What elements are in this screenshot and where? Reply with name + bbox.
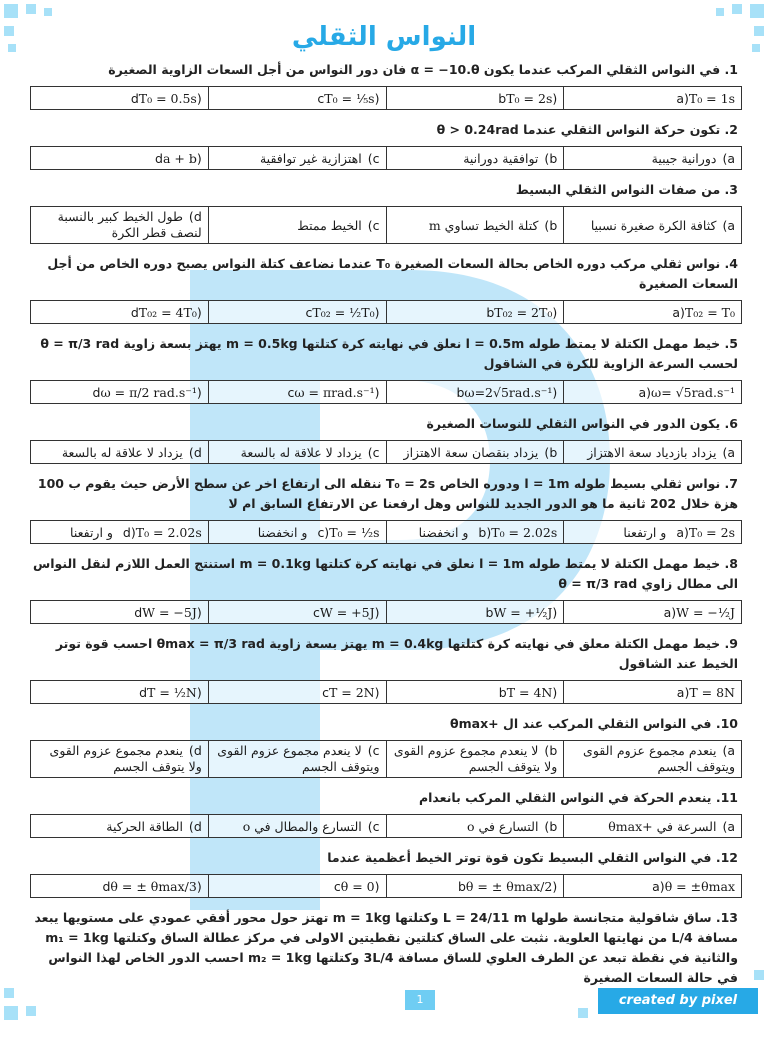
option-letter: (b xyxy=(457,878,558,894)
decor-square xyxy=(26,1006,36,1016)
answer-option[interactable] xyxy=(208,207,386,244)
option-letter: c) xyxy=(367,818,380,834)
option-letter: c) xyxy=(367,150,380,166)
option-letter: a) xyxy=(638,384,652,400)
option-text: ينعدم مجموع عزوم القوى ويتوقف الجسم xyxy=(583,743,735,774)
answer-option[interactable] xyxy=(564,207,742,244)
option-text: يزداد لا علاقة له بالسعة xyxy=(61,444,183,460)
page-number: 1 xyxy=(405,990,435,1010)
option-letter: (c xyxy=(317,90,380,106)
decor-square xyxy=(26,4,36,14)
answer-option[interactable] xyxy=(31,521,209,544)
answer-option[interactable] xyxy=(208,815,386,838)
option-letter: (d xyxy=(92,384,202,400)
options-table xyxy=(30,814,742,838)
option-text: الطاقة الحركية xyxy=(106,818,183,834)
answer-option[interactable] xyxy=(208,87,386,110)
option-letter: (c xyxy=(287,384,380,400)
answer-option[interactable] xyxy=(31,441,209,464)
question-stem: 2. تكون حركة النواس الثقلي عندما θ > 0.24rad xyxy=(436,122,738,137)
option-text: T₀ = 1s xyxy=(688,90,735,106)
option-letter: a) xyxy=(672,304,685,320)
decor-square xyxy=(4,1006,18,1020)
option-text: T₀ = 2s و ارتفعنا xyxy=(623,524,735,540)
options-table xyxy=(30,680,742,704)
answer-option[interactable] xyxy=(564,521,742,544)
answer-option[interactable] xyxy=(564,87,742,110)
option-text: T = 4N xyxy=(506,684,553,700)
option-letter: b) xyxy=(478,524,492,540)
option-text: T₀₂ = T₀ xyxy=(684,304,735,320)
option-letter: (b xyxy=(486,304,558,320)
options-table xyxy=(30,300,742,324)
option-letter: (b xyxy=(498,90,558,106)
option-text: T₀ = ⅕s xyxy=(324,90,375,106)
answer-option[interactable] xyxy=(31,381,209,404)
options-table xyxy=(30,440,742,464)
answer-option[interactable] xyxy=(31,875,209,898)
option-text: اهتزازية غير توافقية xyxy=(259,150,362,166)
options-table xyxy=(30,380,742,404)
decor-square xyxy=(4,988,14,998)
answer-option[interactable] xyxy=(564,815,742,838)
answer-option[interactable] xyxy=(564,741,742,778)
answer-option[interactable] xyxy=(31,681,209,704)
answer-option[interactable] xyxy=(386,87,564,110)
answer-option[interactable] xyxy=(208,301,386,324)
option-letter: (d xyxy=(102,878,202,894)
option-text: T₀ = ½s و انخفضنا xyxy=(257,524,380,540)
option-text: T₀₂ = ½T₀ xyxy=(312,304,375,320)
option-letter: (b xyxy=(456,384,558,400)
options-table xyxy=(30,146,742,170)
option-letter: d) xyxy=(122,524,136,540)
options-table xyxy=(30,520,742,544)
option-letter: (c xyxy=(333,878,380,894)
answer-option[interactable] xyxy=(564,441,742,464)
option-text: توافقية دورانية xyxy=(463,150,539,166)
options-table xyxy=(30,86,742,110)
option-letter: a) xyxy=(722,818,735,834)
answer-option[interactable] xyxy=(564,875,742,898)
option-letter: b) xyxy=(544,444,558,460)
option-text: التسارع والمطال في o xyxy=(242,818,362,834)
question-stem: 4. نواس ثقلي مركب دوره الخاص بحالة السعات الصغيرة T₀ عندما نضاعف كتلة النواس يصبح دوره الخاص من أجل السعات الصغيرة xyxy=(47,256,738,291)
answer-option[interactable] xyxy=(208,741,386,778)
option-letter: d) xyxy=(188,444,202,460)
question-stem: 11. ينعدم الحركة في النواس الثقلي المركب بانعدام xyxy=(418,790,738,805)
option-letter: c) xyxy=(317,524,330,540)
answer-option[interactable] xyxy=(564,381,742,404)
option-letter: (c xyxy=(313,604,380,620)
option-letter: a) xyxy=(722,444,735,460)
question-stem: 12. في النواس الثقلي البسيط تكون قوة توتر الخيط أعظمية عندما xyxy=(327,850,738,865)
option-text: T₀₂ = 2T₀ xyxy=(494,304,553,320)
option-letter: a) xyxy=(676,524,689,540)
option-text: الخيط ممتط xyxy=(297,217,362,233)
option-letter: a) xyxy=(676,684,690,700)
option-text: T₀ = 2s xyxy=(506,90,553,106)
question-stem: 1. في النواس الثقلي المركب عندما يكون α = −10.θ فان دور النواس من أجل السعات الزاوية الصغيرة xyxy=(108,62,738,77)
option-letter: (d xyxy=(139,684,202,700)
answer-option[interactable] xyxy=(31,301,209,324)
answer-option[interactable] xyxy=(208,681,386,704)
option-letter: (d xyxy=(155,150,202,166)
option-text: التسارع في o xyxy=(467,818,539,834)
answer-option[interactable] xyxy=(564,301,742,324)
option-text: لا ينعدم مجموع عزوم القوى ولا يتوقف الجسم xyxy=(393,743,558,774)
option-text: T₀ = 0.5s xyxy=(138,90,197,106)
option-letter: (b xyxy=(498,684,558,700)
option-letter: d) xyxy=(188,743,202,758)
decor-square xyxy=(732,4,742,14)
answer-option[interactable] xyxy=(386,521,564,544)
question-stem: 10. في النواس الثقلي المركب عند ال +θmax xyxy=(450,716,738,731)
answer-option[interactable] xyxy=(386,741,564,778)
answer-option[interactable] xyxy=(208,875,386,898)
question-stem: 6. يكون الدور في النواس الثقلي للنوسات الصغيرة xyxy=(426,416,738,431)
answer-option[interactable] xyxy=(31,87,209,110)
answer-option[interactable] xyxy=(208,441,386,464)
option-letter: a) xyxy=(652,878,665,894)
option-text: T = ½N xyxy=(147,684,197,700)
answer-option[interactable] xyxy=(31,207,209,244)
answer-option[interactable] xyxy=(386,681,564,704)
option-text: لا ينعدم مجموع عزوم القوى ويتوقف الجسم xyxy=(217,743,380,774)
answer-option[interactable] xyxy=(564,147,742,170)
decor-square xyxy=(578,1008,588,1018)
option-text: θ = ± θmax/2 xyxy=(465,878,553,894)
answer-option[interactable] xyxy=(386,301,564,324)
question-stem: 13. ساق شاقولية متجانسة طولها L = 24/11 m وكتلتها m = 1kg تهتز حول محور أفقي عمودي على مستويها يبعد مسافة L/4 من نهايتها العلوية. نثبت على الساق كتلتين نقطيتين الاولى في مركز عطالة الساق وكتلتها m₁ = 1kg والثانية في نقطة تبعد عن الطرف العلوي للساق مسافة 3L/4 وكتلتها m₂ = 1kg احسب الدور الخاص لهذا النواس في حالة السعات الصغيرة xyxy=(34,910,738,985)
option-text: يزداد لا علاقة له بالسعة xyxy=(240,444,362,460)
option-letter: c) xyxy=(367,444,380,460)
option-letter: a) xyxy=(663,604,677,620)
option-text: دورانية جيبية xyxy=(651,150,717,166)
option-letter: (b xyxy=(485,604,558,620)
answer-option[interactable] xyxy=(386,601,564,624)
option-letter: b) xyxy=(544,818,558,834)
credit-banner: created by pixel Team xyxy=(598,988,758,1014)
option-letter: b) xyxy=(544,743,558,758)
option-text: كتلة الخيط تساوي m xyxy=(428,217,539,233)
option-text: ω=2√5rad.s⁻¹ xyxy=(464,384,553,400)
option-text: ω = πrad.s⁻¹ xyxy=(294,384,375,400)
option-text: a + b xyxy=(162,150,197,166)
answer-option[interactable] xyxy=(386,381,564,404)
option-letter: b) xyxy=(544,217,558,233)
option-text: يزداد بازدياد سعة الاهتزاز xyxy=(587,444,717,460)
decor-square xyxy=(4,4,18,18)
answer-option[interactable] xyxy=(31,601,209,624)
answer-option[interactable] xyxy=(386,147,564,170)
option-text: W = −½J xyxy=(676,604,735,620)
answer-option[interactable] xyxy=(31,147,209,170)
question-stem: 9. خيط مهمل الكتلة معلق في نهايته كرة كتلتها m = 0.4kg يهتز بسعة زاوية θmax = π/3 rad احسب قوة توتر الخيط عند الشاقول xyxy=(55,636,738,671)
option-letter: b) xyxy=(544,150,558,166)
option-letter: (d xyxy=(134,604,202,620)
decor-square xyxy=(754,970,764,980)
option-text: T₀ = 2.02s و ارتفعنا xyxy=(70,524,202,540)
question-stem: 7. نواس ثقلي بسيط طوله l = 1m ودوره الخاص T₀ = 2s ننقله الى ارتفاع اخر عن سطح الأرض حيث يقوم ب 100 هزة خلال 202 ثانية ما هو الدور الجديد للنواس وهل ارفعنا عن الارتفاع السابق ام لا xyxy=(37,476,738,511)
options-table xyxy=(30,600,742,624)
answer-option[interactable] xyxy=(386,207,564,244)
answer-option[interactable] xyxy=(208,147,386,170)
answer-option[interactable] xyxy=(386,815,564,838)
options-table xyxy=(30,206,742,244)
option-text: ينعدم مجموع عزوم القوى ولا يتوقف الجسم xyxy=(49,743,202,774)
answer-option[interactable] xyxy=(31,815,209,838)
option-text: ω= √5rad.s⁻¹ xyxy=(651,384,735,400)
answer-option[interactable] xyxy=(208,381,386,404)
answer-option[interactable] xyxy=(31,741,209,778)
answer-option[interactable] xyxy=(564,601,742,624)
option-letter: (d xyxy=(130,90,202,106)
question-stem: 5. خيط مهمل الكتلة لا يمتط طوله l = 0.5m نعلق في نهايته كرة كتلتها m = 0.5kg يهتز بسعة زاوية θ = π/3 rad لحسب السرعة الزاوية للكرة في الشاقول xyxy=(40,336,738,371)
answer-option[interactable] xyxy=(208,521,386,544)
option-letter: a) xyxy=(722,150,735,166)
options-table xyxy=(30,874,742,898)
option-text: السرعة في +θmax xyxy=(608,818,717,834)
option-letter: (d xyxy=(130,304,202,320)
option-letter: a) xyxy=(722,743,735,758)
option-letter: a) xyxy=(722,217,735,233)
answer-option[interactable] xyxy=(208,601,386,624)
option-letter: (c xyxy=(305,304,380,320)
option-text: T = 2N xyxy=(328,684,375,700)
options-table xyxy=(30,740,742,778)
option-letter: c) xyxy=(367,217,380,233)
option-text: T₀ = 2.02s و انخفضنا xyxy=(418,524,558,540)
question-stem: 3. من صفات النواس الثقلي البسيط xyxy=(515,182,738,197)
option-letter: c) xyxy=(367,743,380,758)
option-text: يزداد بنقصان سعة الاهتزاز xyxy=(403,444,539,460)
option-letter: (c xyxy=(322,684,380,700)
option-text: W = +5J xyxy=(319,604,375,620)
option-text: ω = π/2 rad.s⁻¹ xyxy=(100,384,197,400)
option-letter: d) xyxy=(188,209,202,224)
option-text: W = +½J xyxy=(493,604,553,620)
option-text: W = −5J xyxy=(142,604,197,620)
decor-square xyxy=(750,4,764,18)
option-text: كثافة الكرة صغيرة نسبيا xyxy=(590,217,717,233)
option-text: T = 8N xyxy=(689,684,735,700)
option-text: θ = 0 xyxy=(340,878,375,894)
decor-square xyxy=(44,8,52,16)
option-text: T₀₂ = 4T₀ xyxy=(138,304,197,320)
decor-square xyxy=(716,8,724,16)
questions-list xyxy=(30,60,742,988)
option-text: θ = ± θmax/3 xyxy=(110,878,197,894)
answer-option[interactable] xyxy=(564,681,742,704)
answer-option[interactable] xyxy=(386,875,564,898)
page-title: النواس الثقلي xyxy=(291,22,477,52)
answer-option[interactable] xyxy=(386,441,564,464)
option-text: طول الخيط كبير بالنسبة لنصف قطر الكرة xyxy=(57,209,202,240)
option-letter: a) xyxy=(676,90,689,106)
option-letter: d) xyxy=(188,818,202,834)
question-stem: 8. خيط مهمل الكتلة لا يمتط طوله l = 1m نعلق في نهايته كرة كتلتها m = 0.1kg استنتج العمل اللازم لنقل النواس الى مطال زاوي θ = π/3 rad xyxy=(32,556,738,591)
option-text: θ = ±θmax xyxy=(664,878,735,894)
